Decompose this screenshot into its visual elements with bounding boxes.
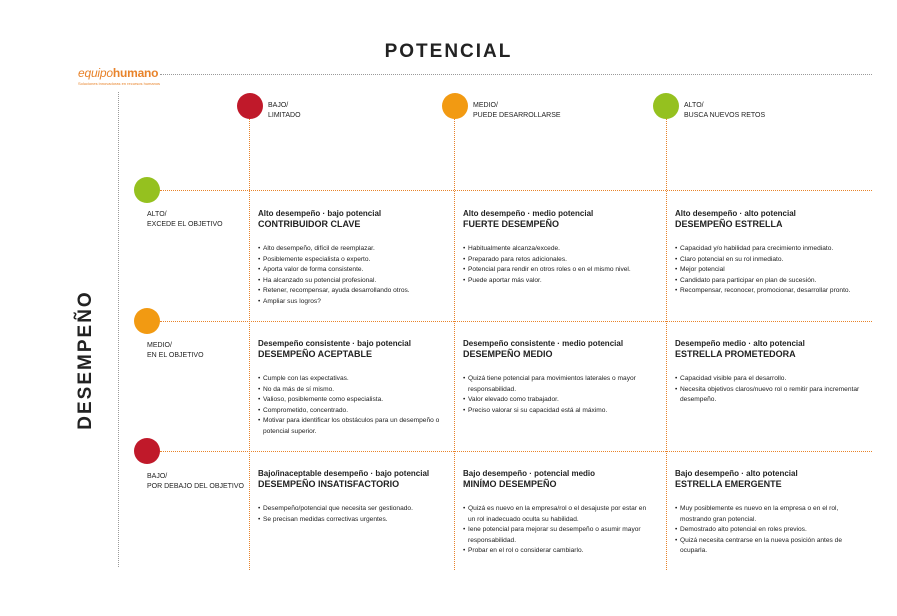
grid-line-col2	[454, 118, 455, 570]
cell-title: ESTRELLA PROMETEDORA	[675, 349, 796, 359]
cell-bullet: • Preparado para retos adicionales.	[463, 255, 653, 266]
cell-bullet: • Necesita objetivos claros/nuevo rol o remitir para incrementar desempeño.	[675, 385, 865, 406]
cell-title: DESEMPEÑO INSATISFACTORIO	[258, 479, 400, 489]
cell-high-perf-med-pot	[463, 209, 653, 286]
cell-title: DESEMPEÑO ESTRELLA	[675, 219, 783, 229]
cell-bullet: • Preciso valorar si su capacidad está al máximo.	[463, 406, 653, 417]
cell-bullet: • Alto desempeño, difícil de reemplazar.	[258, 244, 448, 255]
cell-subtitle: Bajo/inaceptable desempeño · bajo potencial	[258, 469, 430, 478]
cell-bullet: • Quizá es nuevo en la empresa/rol o el desajuste por estar en un rol inadecuado oculta su habilidad.	[463, 504, 653, 525]
grid-line-row2	[160, 321, 872, 322]
grid-line-row3	[160, 451, 872, 452]
cell-bullet: • Probar en el rol o considerar cambiarlo.	[463, 546, 653, 557]
cell-bullet: • Candidato para participar en plan de sucesión.	[675, 276, 865, 287]
cell-bullet: • Motivar para identificar los obstáculos para un desempeño o potencial superior.	[258, 416, 448, 437]
cell-bullet: • Habitualmente alcanza/excede.	[463, 244, 653, 255]
cell-subtitle: Desempeño consistente · medio potencial	[463, 339, 624, 348]
cell-bullet: • Se precisan medidas correctivas urgentes.	[258, 515, 448, 526]
cell-bullet: • Desempeño/potencial que necesita ser gestionado.	[258, 504, 448, 515]
cell-title: CONTRIBUIDOR CLAVE	[258, 219, 361, 229]
cell-bullet: • Ampliar sus logros?	[258, 297, 448, 308]
cell-bullet: • Recompensar, reconocer, promocionar, desarrollar pronto.	[675, 286, 865, 297]
cell-bullet: • Quizá necesita centrarse en la nueva posición antes de ocuparla.	[675, 536, 865, 557]
cell-title: FUERTE DESEMPEÑO	[463, 219, 560, 229]
logo-part-2: humano	[112, 66, 159, 80]
cell-low-perf-low-pot	[258, 469, 448, 525]
cell-bullet: • Posiblemente especialista o experto.	[258, 255, 448, 266]
logo-tagline: Soluciones innovadoras en recursos humanos	[78, 81, 161, 86]
grid-line-left	[118, 92, 119, 567]
cell-low-perf-med-pot	[463, 469, 653, 557]
potential-medium-label: MEDIO/ PUEDE DESARROLLARSE	[473, 102, 561, 119]
cell-med-perf-low-pot	[258, 339, 448, 437]
cell-bullet: • Aporta valor de forma consistente.	[258, 265, 448, 276]
cell-high-perf-low-pot	[258, 209, 448, 307]
performance-low-dot	[134, 438, 160, 464]
logo	[78, 66, 160, 86]
cell-title: DESEMPEÑO MEDIO	[463, 349, 553, 359]
cell-bullet: • Capacidad visible para el desarrollo.	[675, 374, 865, 385]
potential-axis-title: POTENCIAL	[384, 41, 513, 62]
cell-bullet: • Valor elevado como trabajador.	[463, 395, 653, 406]
performance-high-label: ALTO/ EXCEDE EL OBJETIVO	[147, 211, 223, 228]
cell-subtitle: Desempeño medio · alto potencial	[675, 339, 805, 348]
grid-line-col3	[666, 118, 667, 570]
cell-bullet: • Quizá tiene potencial para movimientos laterales o mayor responsabilidad.	[463, 374, 653, 395]
cell-subtitle: Alto desempeño · bajo potencial	[258, 209, 382, 218]
potential-medium-dot	[442, 93, 468, 119]
cell-subtitle: Desempeño consistente · bajo potencial	[258, 339, 411, 348]
logo-part-1: equipo	[78, 66, 113, 80]
cell-subtitle: Bajo desempeño · alto potencial	[675, 469, 798, 478]
cell-title: ESTRELLA EMERGENTE	[675, 479, 782, 489]
cell-bullet: • Cumple con las expectativas.	[258, 374, 448, 385]
cell-subtitle: Bajo desempeño · potencial medio	[463, 469, 596, 478]
performance-low-label: BAJO/ POR DEBAJO DEL OBJETIVO	[147, 473, 244, 490]
cell-bullet: • Capacidad y/o habilidad para crecimiento inmediato.	[675, 244, 865, 255]
cell-bullet: • Comprometido, concentrado.	[258, 406, 448, 417]
cell-bullet: • Demostrado alto potencial en roles previos.	[675, 525, 865, 536]
potential-high-dot	[653, 93, 679, 119]
cell-bullet: • Ha alcanzado su potencial profesional.	[258, 276, 448, 287]
performance-medium-dot	[134, 308, 160, 334]
cell-bullet: • Mejor potencial	[675, 265, 865, 276]
cell-med-perf-med-pot	[463, 339, 653, 416]
grid-line-row1	[160, 190, 872, 191]
cell-subtitle: Alto desempeño · medio potencial	[463, 209, 594, 218]
cell-title: MINÍMO DESEMPEÑO	[463, 479, 557, 489]
performance-high-dot	[134, 177, 160, 203]
cell-bullet: • Iene potencial para mejorar su desempeño o asumir mayor responsabilidad.	[463, 525, 653, 546]
potential-low-label: BAJO/ LIMITADO	[268, 102, 301, 119]
cell-subtitle: Alto desempeño · alto potencial	[675, 209, 796, 218]
cell-bullet: • No da más de sí mismo.	[258, 385, 448, 396]
grid-line-col1	[249, 118, 250, 570]
potential-high-label: ALTO/ BUSCA NUEVOS RETOS	[684, 102, 766, 119]
cell-high-perf-high-pot	[675, 209, 865, 297]
grid-line-top	[160, 74, 872, 75]
cell-low-perf-high-pot	[675, 469, 865, 557]
cell-bullet: • Claro potencial en su rol inmediato.	[675, 255, 865, 266]
cell-bullet: • Potencial para rendir en otros roles o en el mismo nivel.	[463, 265, 653, 276]
cell-med-perf-high-pot	[675, 339, 865, 406]
performance-medium-label: MEDIO/ EN EL OBJETIVO	[147, 342, 204, 359]
performance-axis-title: DESEMPEÑO	[75, 290, 96, 430]
cell-bullet: • Muy posiblemente es nuevo en la empresa o en el rol, mostrando gran potencial.	[675, 504, 865, 525]
potential-low-dot	[237, 93, 263, 119]
cell-bullet: • Puede aportar más valor.	[463, 276, 653, 287]
cell-bullet: • Retener, recompensar, ayuda desarrollando otros.	[258, 286, 448, 297]
cell-bullet: • Valioso, posiblemente como especialista.	[258, 395, 448, 406]
cell-title: DESEMPEÑO ACEPTABLE	[258, 349, 373, 359]
